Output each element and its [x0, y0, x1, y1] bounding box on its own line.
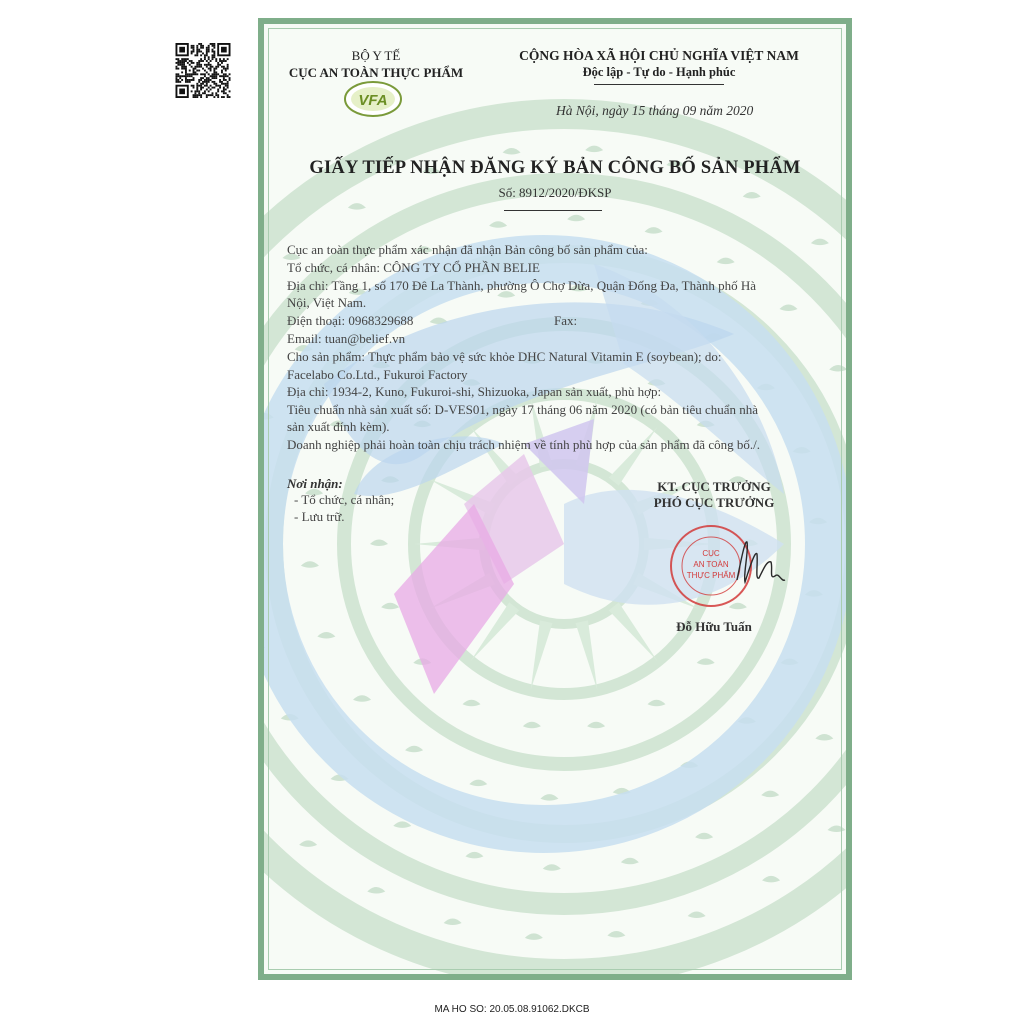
national-motto: Độc lập - Tự do - Hạnh phúc [582, 65, 736, 79]
issue-date: Hà Nội, ngày 15 tháng 09 năm 2020 [556, 103, 754, 118]
document-title: GIẤY TIẾP NHẬN ĐĂNG KÝ BẢN CÔNG BỐ SẢN PHẨM [309, 158, 801, 178]
agency-name: CỤC AN TOÀN THỰC PHẨM [288, 65, 464, 80]
body-line-8: Facelabo Co.Ltd., Fukuroi Factory [287, 367, 468, 382]
recipient-item: - Tổ chức, cá nhân; [294, 492, 395, 507]
handwritten-signature [737, 542, 785, 582]
motto-underline [594, 84, 724, 85]
signatory-role-2: PHÓ CỤC TRƯỞNG [653, 495, 775, 510]
body-line-2: Tổ chức, cá nhân: CÔNG TY CỔ PHẦN BELIE [287, 260, 540, 275]
phone-line: Điện thoại: 0968329688 [287, 313, 414, 328]
body-line-1: Cục an toàn thực phẩm xác nhận đã nhận Bản công bố sản phẩm của: [287, 242, 648, 257]
republic-name: CỘNG HÒA XÃ HỘI CHỦ NGHĨA VIỆT NAM [519, 48, 799, 63]
certificate-frame [258, 18, 852, 980]
red-stamp [659, 520, 799, 610]
signer-name: Đỗ Hữu Tuấn [676, 619, 752, 634]
body-line-9: Địa chỉ: 1934-2, Kuno, Fukuroi-shi, Shizuoka, Japan sản xuất, phù hợp: [287, 384, 662, 399]
vfa-logo [342, 78, 404, 120]
body-line-10: Tiêu chuẩn nhà sản xuất số: D-VES01, ngày 17 tháng 06 năm 2020 (có bản tiêu chuẩn nhà [287, 402, 759, 417]
recipient-item: - Lưu trữ. [294, 509, 345, 524]
logo-text: VFA [358, 92, 388, 109]
body-line-3: Địa chỉ: Tầng 1, số 170 Đê La Thành, phường Ô Chợ Dừa, Quận Đống Đa, Thành phố Hà [287, 278, 757, 293]
stamp-text-2: AN TOÀN [693, 560, 729, 569]
body-line-7: Cho sản phẩm: Thực phẩm bảo vệ sức khỏe DHC Natural Vitamin E (soybean); do: [287, 349, 722, 364]
ministry-name: BỘ Y TẾ [351, 48, 401, 63]
body-line-4: Nội, Việt Nam. [287, 295, 367, 310]
title-underline [504, 210, 602, 211]
stamp-text-1: CỤC [702, 549, 720, 558]
recipients-title: Nơi nhận: [287, 476, 343, 491]
body-line-11: sản xuất đính kèm). [287, 419, 390, 434]
signatory-role-1: KT. CỤC TRƯỞNG [657, 479, 771, 494]
qr-code [174, 43, 232, 98]
fax-line: Fax: [554, 313, 578, 328]
email-line: Email: tuan@belief.vn [287, 331, 406, 346]
body-line-12: Doanh nghiệp phải hoàn toàn chịu trách nhiệm về tính phù hợp của sản phẩm đã công bố./. [287, 437, 760, 452]
stamp-text-3: THỰC PHẨM [686, 571, 736, 580]
document-number: Số: 8912/2020/ĐKSP [498, 185, 612, 200]
record-code: MA HO SO: 20.05.08.91062.DKCB [434, 1004, 590, 1015]
